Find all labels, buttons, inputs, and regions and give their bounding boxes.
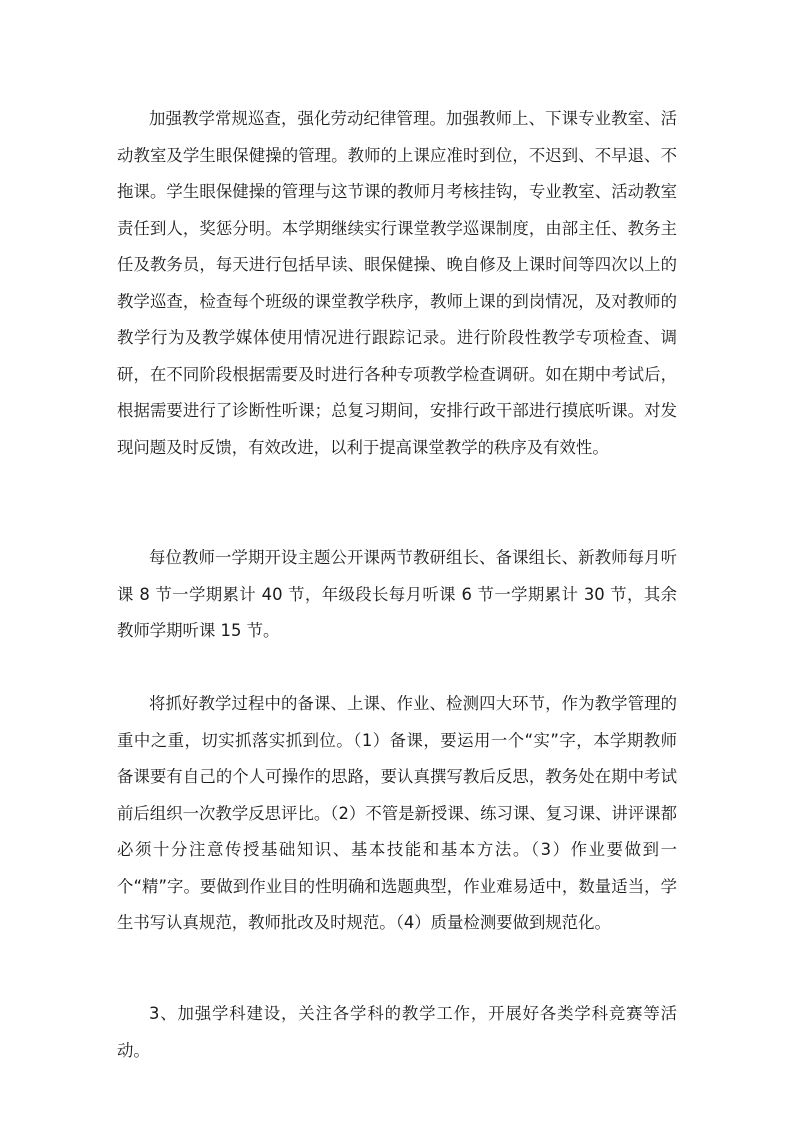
paragraph-teaching-inspection: 加强教学常规巡查，强化劳动纪律管理。加强教师上、下课专业教室、活动教室及学生眼保健操的管理。教师的上课应准时到位，不迟到、不早退、不拖课。学生眼保健操的管理与这节课的教师月考核挂钩，专业教室、活动教室责任到人，奖惩分明。本学期继续实行课堂教学巡课制度，由部主任、教务主任及教务员，每天进行包括早读、眼保健操、晚自修及上课时间等四次以上的教学巡查，检查每个班级的课堂教学秩序，教师上课的到岗情况，及对教师的教学行为及教学媒体使用情况进行跟踪记录。进行阶段性教学专项检查、调研，在不同阶段根据需要及时进行各种专项教学检查调研。如在期中考试后，根据需要进行了诊断性听课；总复习期间，安排行政干部进行摸底听课。对发现问题及时反馈，有效改进，以利于提高课堂教学的秩序及有效性。: [117, 109, 677, 457]
paragraph-subject-building: 3、加强学科建设，关注各学科的教学工作，开展好各类学科竞赛等活动。: [117, 1004, 677, 1060]
paragraph-lesson-observation: 每位教师一学期开设主题公开课两节教研组长、备课组长、新教师每月听课 8 节一学期累计 40 节，年级段长每月听课 6 节一学期累计 30 节，其余教师学期听课 15 节。: [117, 548, 677, 640]
paragraph-teaching-process: 将抓好教学过程中的备课、上课、作业、检测四大环节，作为教学管理的重中之重，切实抓落实抓到位。（1）备课，要运用一个“实”字，本学期教师备课要有自己的个人可操作的思路，要认真撰写教后反思，教务处在期中考试前后组织一次教学反思评比。（2）不管是新授课、练习课、复习课、讲评课都必须十分注意传授基础知识、基本技能和基本方法。（3）作业要做到一个“精”字。要做到作业目的性明确和选题典型，作业难易适中，数量适当，学生书写认真规范，教师批改及时规范。（4）质量检测要做到规范化。: [117, 694, 677, 932]
